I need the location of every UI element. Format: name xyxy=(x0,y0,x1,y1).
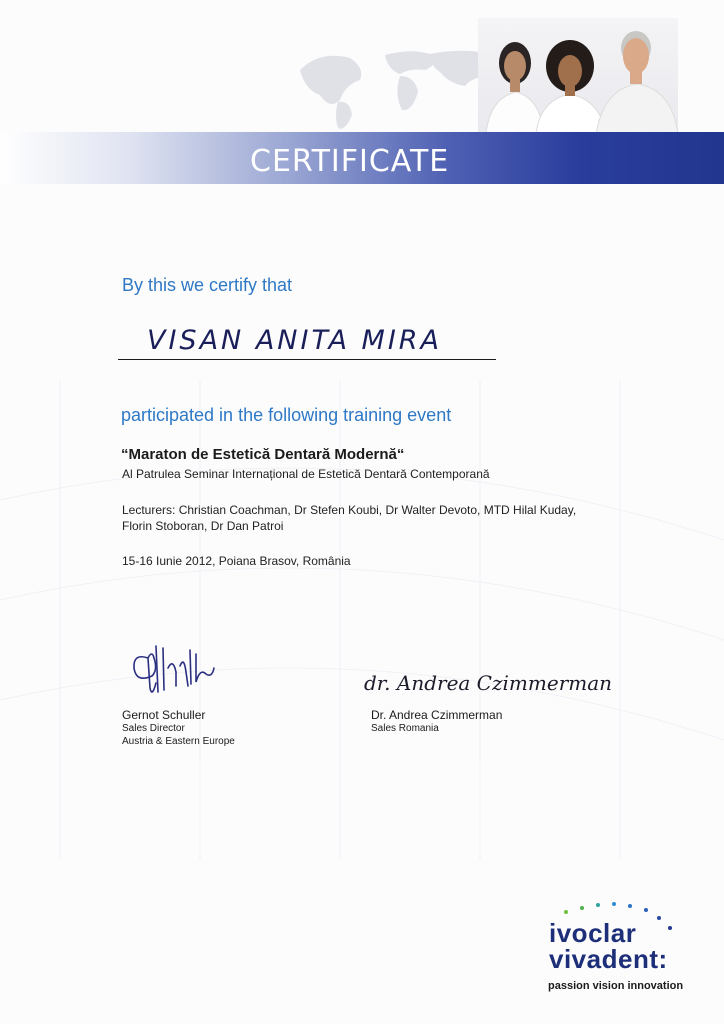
signer-role: Sales Romania xyxy=(371,723,439,734)
svg-text:dr. Andrea Czimmerman: dr. Andrea Czimmerman xyxy=(364,671,613,695)
event-subtitle: Al Patrulea Seminar Internațional de Estetică Dentară Contemporană xyxy=(122,467,490,481)
recipient-name: VISAN ANITA MIRA xyxy=(147,325,443,356)
logo-vivadent: vivadent: xyxy=(549,944,668,974)
signer-czimmerman xyxy=(371,708,502,735)
event-title: “Maraton de Estetică Dentară Modernă“ xyxy=(121,446,405,463)
participated-line: participated in the following training event xyxy=(121,405,452,425)
event-date-place: 15-16 Iunie 2012, Poiana Brasov, România xyxy=(122,554,351,568)
signer-name: Dr. Andrea Czimmerman xyxy=(371,708,503,722)
signer-name: Gernot Schuller xyxy=(122,708,206,722)
signature-czimmerman xyxy=(362,662,613,702)
certificate-title: CERTIFICATE xyxy=(250,144,450,179)
recipient-underline xyxy=(118,359,496,360)
logo-tagline: passion vision innovation xyxy=(548,980,684,992)
signature-schuller xyxy=(128,628,223,703)
signer-schuller xyxy=(122,708,235,748)
signer-role: Sales Director xyxy=(122,723,185,734)
people-photo xyxy=(478,18,678,134)
logo-ivoclar: ivoclar xyxy=(549,918,637,948)
certify-line: By this we certify that xyxy=(122,275,293,295)
signer-region: Austria & Eastern Europe xyxy=(122,736,235,747)
lecturers-text: Lecturers: Christian Coachman, Dr Stefen Koubi, Dr Walter Devoto, MTD Hilal Kuday, Florin Stoboran, Dr Dan Patroi xyxy=(122,503,577,533)
